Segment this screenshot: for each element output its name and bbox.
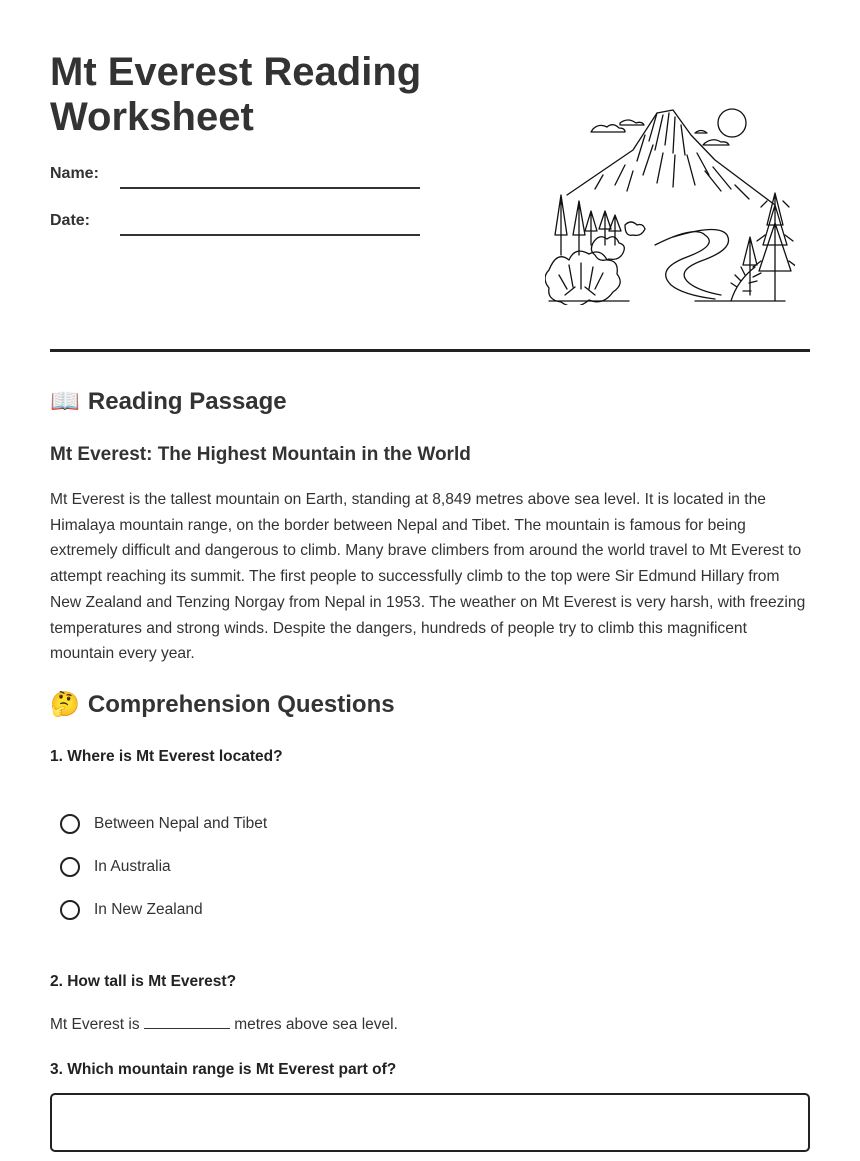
passage-title: Mt Everest: The Highest Mountain in the World bbox=[50, 444, 471, 465]
question-1: 1. Where is Mt Everest located? bbox=[50, 748, 283, 765]
name-line[interactable] bbox=[120, 187, 420, 189]
comprehension-heading-text: Comprehension Questions bbox=[87, 691, 395, 718]
q1-option-1[interactable] bbox=[60, 814, 267, 834]
date-label: Date: bbox=[50, 212, 91, 229]
date-line[interactable] bbox=[120, 234, 420, 236]
q2-fill-in-sentence bbox=[50, 1014, 398, 1034]
book-icon: 📖 bbox=[50, 388, 80, 415]
mountain-landscape-icon bbox=[545, 105, 795, 305]
radio-circle-icon[interactable] bbox=[60, 857, 80, 877]
passage-text: Mt Everest is the tallest mountain on Earth, standing at 8,849 metres above sea level. It is located in the Himalaya mountain range, on the border between Nepal and Tibet. The mountain is famous for being extremely difficult and dangerous to climb. Many brave climbers from around the world travel to Mt Everest to attempt reaching its summit. The first people to successfully climb to the top were Sir Edmund Hillary from New Zealand and Tenzing Norgay from Nepal in 1953. The weather on Mt Everest is very harsh, with freezing temperatures and strong winds. Despite the dangers, hundreds of people try to climb this magnificent mountain every year. bbox=[50, 491, 806, 663]
q1-option-3-label: In New Zealand bbox=[94, 901, 203, 918]
reading-passage-heading bbox=[50, 388, 287, 416]
q1-option-2[interactable] bbox=[60, 857, 171, 877]
q3-answer-box[interactable] bbox=[50, 1093, 810, 1152]
q2-text-after: metres above sea level. bbox=[229, 1016, 398, 1033]
section-divider bbox=[50, 349, 810, 352]
title-line-2: Worksheet bbox=[50, 95, 254, 139]
question-2: 2. How tall is Mt Everest? bbox=[50, 973, 237, 990]
worksheet-title bbox=[50, 50, 470, 140]
q2-text-before: Mt Everest is bbox=[50, 1016, 144, 1033]
q1-option-1-label: Between Nepal and Tibet bbox=[94, 815, 268, 832]
q1-option-2-label: In Australia bbox=[94, 858, 171, 875]
name-label: Name: bbox=[50, 165, 99, 182]
q1-option-3[interactable] bbox=[60, 900, 203, 920]
comprehension-heading bbox=[50, 691, 395, 719]
question-3: 3. Which mountain range is Mt Everest part of? bbox=[50, 1061, 397, 1078]
radio-circle-icon[interactable] bbox=[60, 814, 80, 834]
reading-passage-heading-text: Reading Passage bbox=[87, 388, 287, 415]
q2-blank[interactable] bbox=[144, 1014, 230, 1029]
title-line-1: Mt Everest Reading bbox=[50, 50, 422, 94]
radio-circle-icon[interactable] bbox=[60, 900, 80, 920]
thinking-face-icon: 🤔 bbox=[50, 691, 80, 718]
